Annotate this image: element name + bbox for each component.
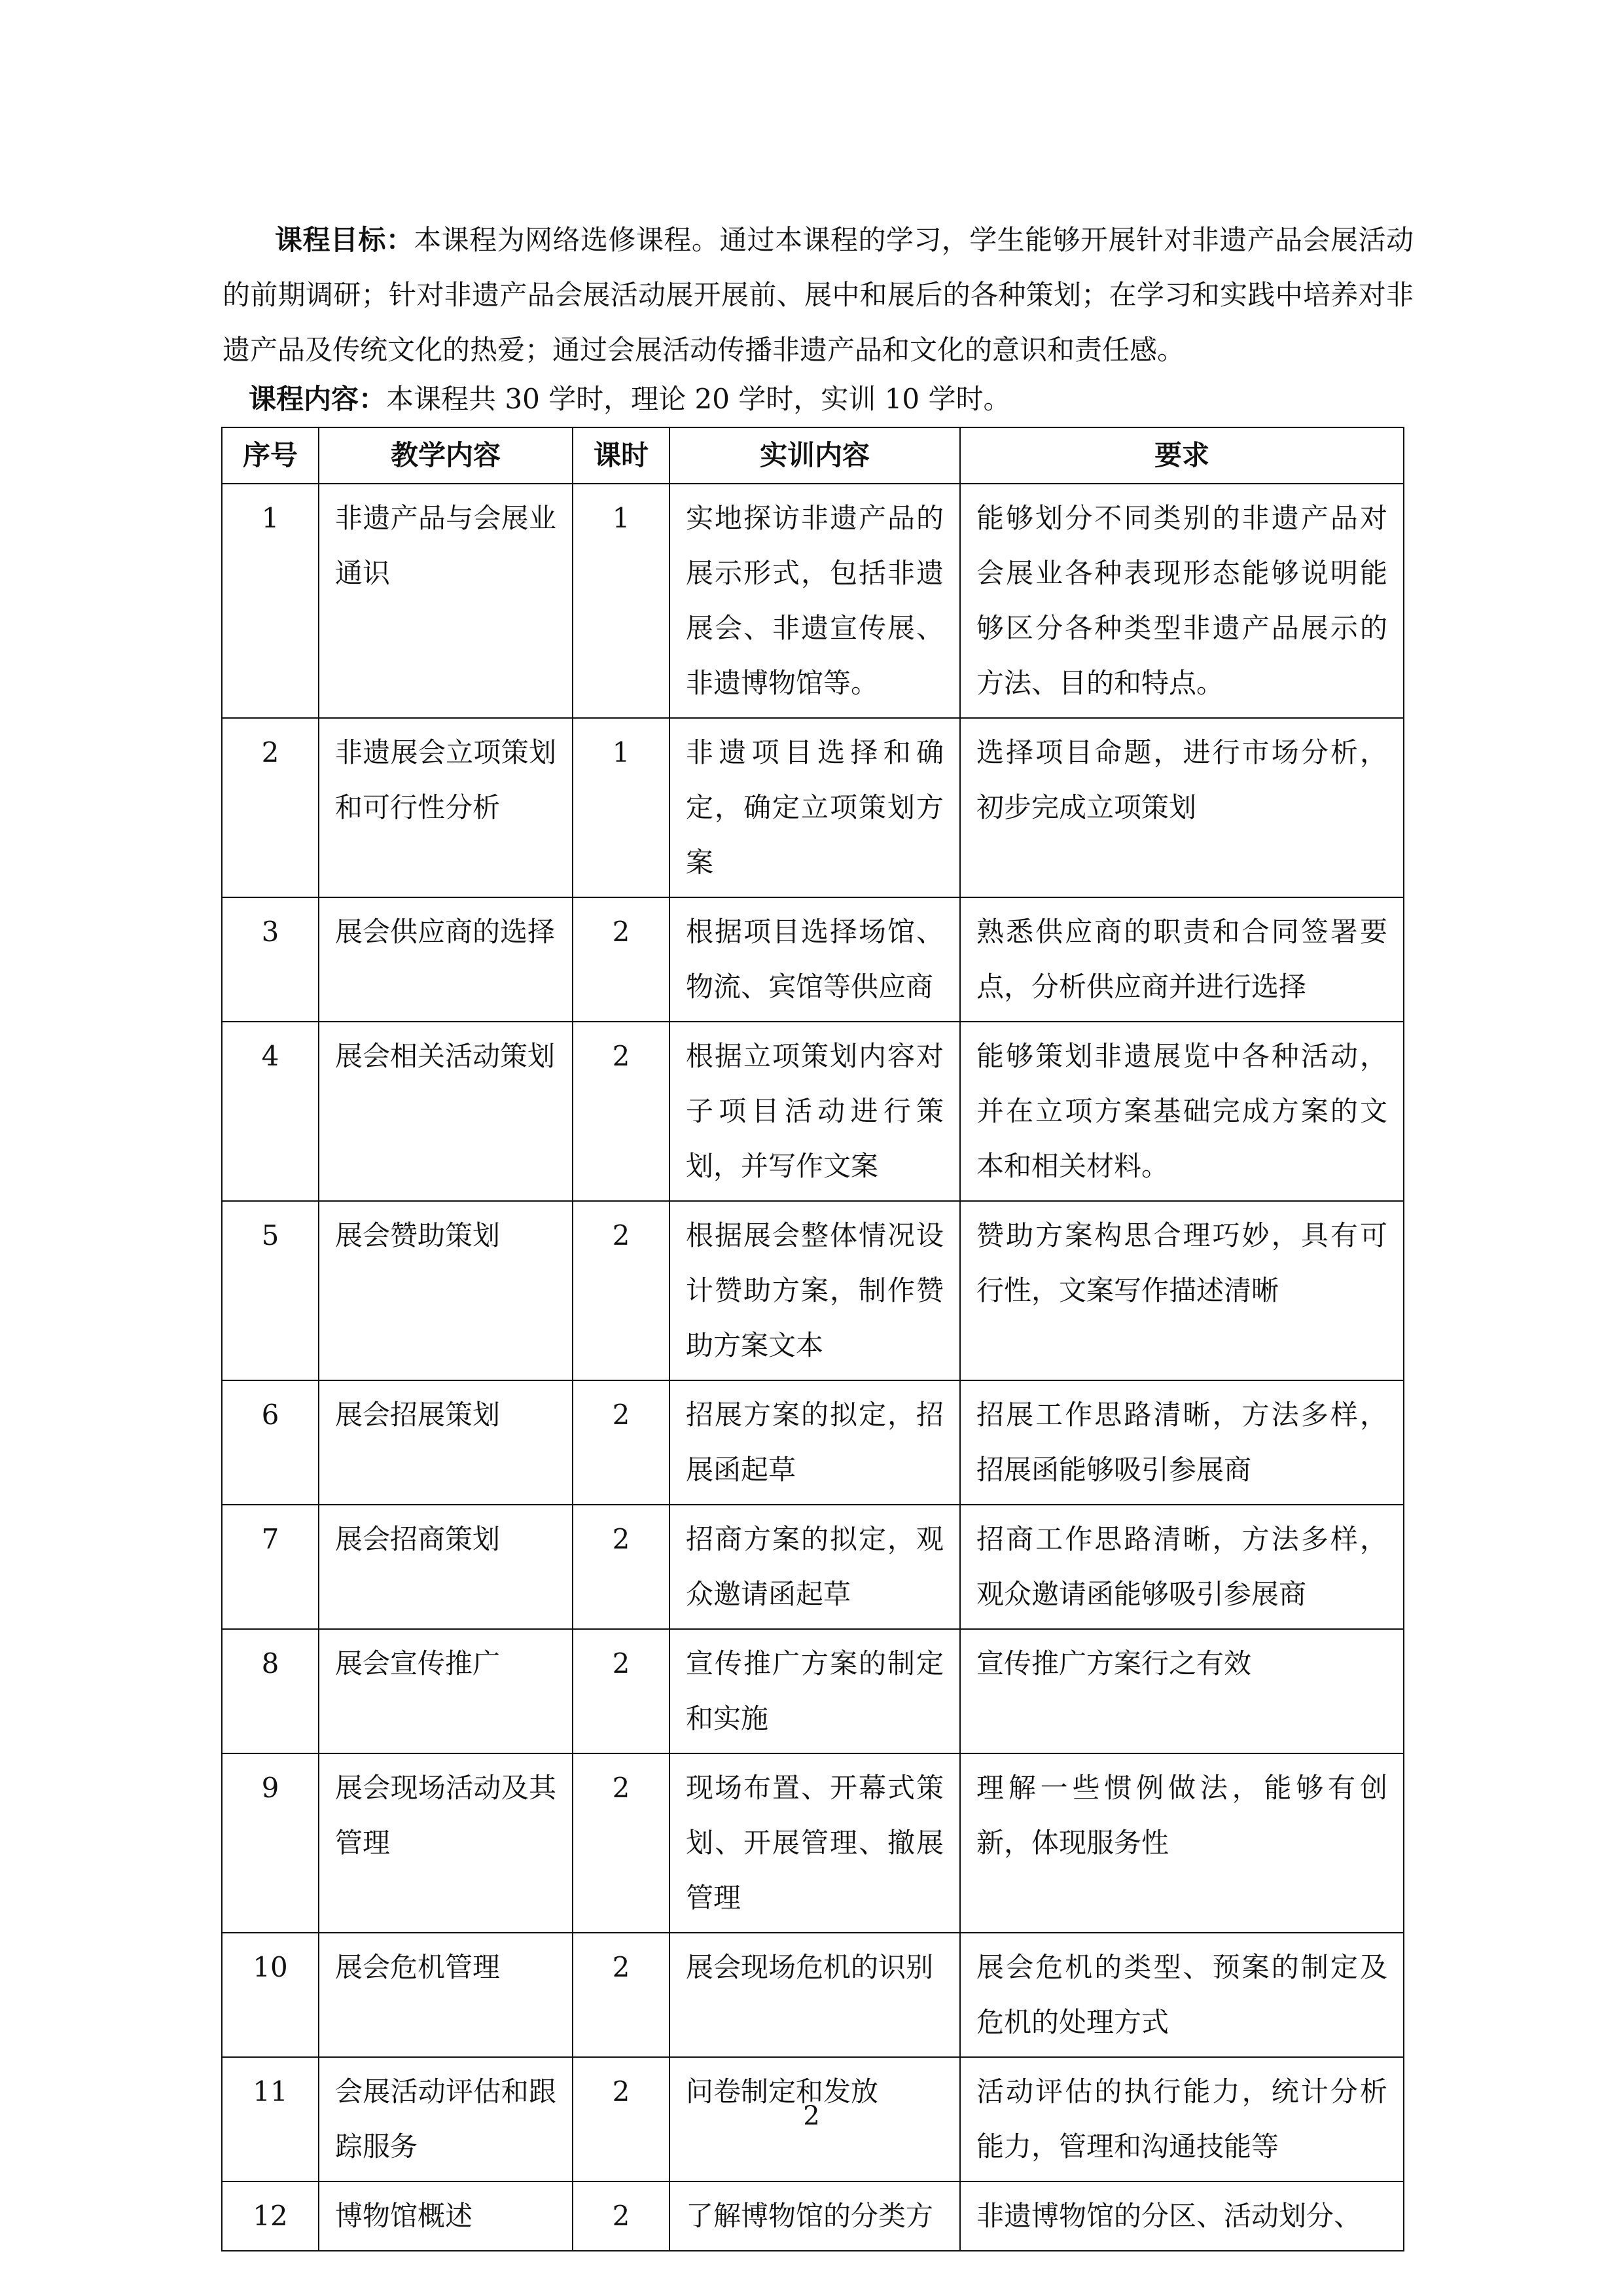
cell-hours: 1 bbox=[573, 484, 669, 718]
header-requirements: 要求 bbox=[960, 427, 1404, 484]
cell-practice: 根据立项策划内容对子项目活动进行策划，并写作文案 bbox=[669, 1022, 960, 1201]
cell-no: 1 bbox=[222, 484, 319, 718]
cell-requirements: 熟悉供应商的职责和合同签署要点，分析供应商并进行选择 bbox=[960, 897, 1404, 1022]
cell-practice: 根据展会整体情况设计赞助方案，制作赞助方案文本 bbox=[669, 1201, 960, 1380]
cell-topic: 展会赞助策划 bbox=[319, 1201, 573, 1380]
cell-practice: 问卷制定和发放 bbox=[669, 2057, 960, 2181]
course-table bbox=[221, 427, 1404, 2251]
cell-no: 4 bbox=[222, 1022, 319, 1201]
header-practice: 实训内容 bbox=[669, 427, 960, 484]
cell-practice: 现场布置、开幕式策划、开展管理、撤展管理 bbox=[669, 1753, 960, 1933]
cell-no: 2 bbox=[222, 718, 319, 897]
cell-requirements: 非遗博物馆的分区、活动划分、 bbox=[960, 2181, 1404, 2251]
table-row bbox=[222, 1022, 1404, 1201]
cell-topic: 非遗展会立项策划和可行性分析 bbox=[319, 718, 573, 897]
course-goal-text: 本课程为网络选修课程。通过本课程的学习，学生能够开展针对非遗产品会展活动的前期调研；针对非遗产品会展活动展开展前、展中和展后的各种策划；在学习和实践中培养对非遗产品及传统文化的热爱；通过会展活动传播非遗产品和文化的意识和责任感。 bbox=[223, 224, 1414, 366]
cell-no: 8 bbox=[222, 1629, 319, 1753]
cell-hours: 2 bbox=[573, 2181, 669, 2251]
cell-practice: 展会现场危机的识别 bbox=[669, 1933, 960, 2057]
cell-hours: 2 bbox=[573, 1933, 669, 2057]
cell-requirements: 能够策划非遗展览中各种活动，并在立项方案基础完成方案的文本和相关材料。 bbox=[960, 1022, 1404, 1201]
table-row bbox=[222, 1505, 1404, 1629]
cell-topic: 会展活动评估和跟踪服务 bbox=[319, 2057, 573, 2181]
cell-no: 6 bbox=[222, 1380, 319, 1505]
course-goal-label: 课程目标： bbox=[275, 224, 414, 256]
cell-practice: 招商方案的拟定，观众邀请函起草 bbox=[669, 1505, 960, 1629]
cell-practice: 招展方案的拟定，招展函起草 bbox=[669, 1380, 960, 1505]
cell-hours: 2 bbox=[573, 1022, 669, 1201]
table-row bbox=[222, 1629, 1404, 1753]
cell-topic: 展会供应商的选择 bbox=[319, 897, 573, 1022]
cell-topic: 展会招展策划 bbox=[319, 1380, 573, 1505]
table-row bbox=[222, 484, 1404, 718]
course-goal-paragraph bbox=[223, 213, 1414, 378]
cell-topic: 展会危机管理 bbox=[319, 1933, 573, 2057]
cell-practice: 根据项目选择场馆、物流、宾馆等供应商 bbox=[669, 897, 960, 1022]
cell-requirements: 能够划分不同类别的非遗产品对会展业各种表现形态能够说明能够区分各种类型非遗产品展示的方法、目的和特点。 bbox=[960, 484, 1404, 718]
cell-hours: 2 bbox=[573, 1505, 669, 1629]
cell-requirements: 选择项目命题，进行市场分析，初步完成立项策划 bbox=[960, 718, 1404, 897]
cell-hours: 2 bbox=[573, 1753, 669, 1933]
cell-hours: 2 bbox=[573, 1629, 669, 1753]
cell-requirements: 招展工作思路清晰，方法多样，招展函能够吸引参展商 bbox=[960, 1380, 1404, 1505]
cell-requirements: 展会危机的类型、预案的制定及危机的处理方式 bbox=[960, 1933, 1404, 2057]
cell-practice: 宣传推广方案的制定和实施 bbox=[669, 1629, 960, 1753]
cell-practice: 了解博物馆的分类方 bbox=[669, 2181, 960, 2251]
table-row bbox=[222, 897, 1404, 1022]
table-header-row bbox=[222, 427, 1404, 484]
header-hours: 课时 bbox=[573, 427, 669, 484]
cell-requirements: 理解一些惯例做法，能够有创新，体现服务性 bbox=[960, 1753, 1404, 1933]
cell-requirements: 招商工作思路清晰，方法多样，观众邀请函能够吸引参展商 bbox=[960, 1505, 1404, 1629]
header-topic: 教学内容 bbox=[319, 427, 573, 484]
cell-topic: 非遗产品与会展业通识 bbox=[319, 484, 573, 718]
cell-hours: 2 bbox=[573, 1380, 669, 1505]
table-row bbox=[222, 718, 1404, 897]
table-row bbox=[222, 1933, 1404, 2057]
cell-topic: 展会现场活动及其管理 bbox=[319, 1753, 573, 1933]
table-row bbox=[222, 1753, 1404, 1933]
cell-topic: 博物馆概述 bbox=[319, 2181, 573, 2251]
cell-practice: 实地探访非遗产品的展示形式，包括非遗展会、非遗宣传展、非遗博物馆等。 bbox=[669, 484, 960, 718]
cell-hours: 1 bbox=[573, 718, 669, 897]
cell-topic: 展会招商策划 bbox=[319, 1505, 573, 1629]
page-number: 2 bbox=[803, 2101, 820, 2131]
cell-requirements: 赞助方案构思合理巧妙，具有可行性，文案写作描述清晰 bbox=[960, 1201, 1404, 1380]
cell-requirements: 宣传推广方案行之有效 bbox=[960, 1629, 1404, 1753]
cell-no: 12 bbox=[222, 2181, 319, 2251]
table-row bbox=[222, 2181, 1404, 2251]
cell-no: 7 bbox=[222, 1505, 319, 1629]
course-content-text: 本课程共 30 学时，理论 20 学时，实训 10 学时。 bbox=[386, 383, 1011, 415]
cell-topic: 展会相关活动策划 bbox=[319, 1022, 573, 1201]
course-content-label: 课程内容： bbox=[249, 383, 387, 415]
cell-no: 11 bbox=[222, 2057, 319, 2181]
cell-no: 9 bbox=[222, 1753, 319, 1933]
table-row bbox=[222, 1201, 1404, 1380]
header-no: 序号 bbox=[222, 427, 319, 484]
course-content-line bbox=[249, 380, 1010, 419]
cell-requirements: 活动评估的执行能力，统计分析能力，管理和沟通技能等 bbox=[960, 2057, 1404, 2181]
cell-practice: 非遗项目选择和确定，确定立项策划方案 bbox=[669, 718, 960, 897]
cell-hours: 2 bbox=[573, 1201, 669, 1380]
cell-no: 3 bbox=[222, 897, 319, 1022]
table-row bbox=[222, 1380, 1404, 1505]
cell-topic: 展会宣传推广 bbox=[319, 1629, 573, 1753]
cell-hours: 2 bbox=[573, 2057, 669, 2181]
cell-hours: 2 bbox=[573, 897, 669, 1022]
cell-no: 5 bbox=[222, 1201, 319, 1380]
cell-no: 10 bbox=[222, 1933, 319, 2057]
